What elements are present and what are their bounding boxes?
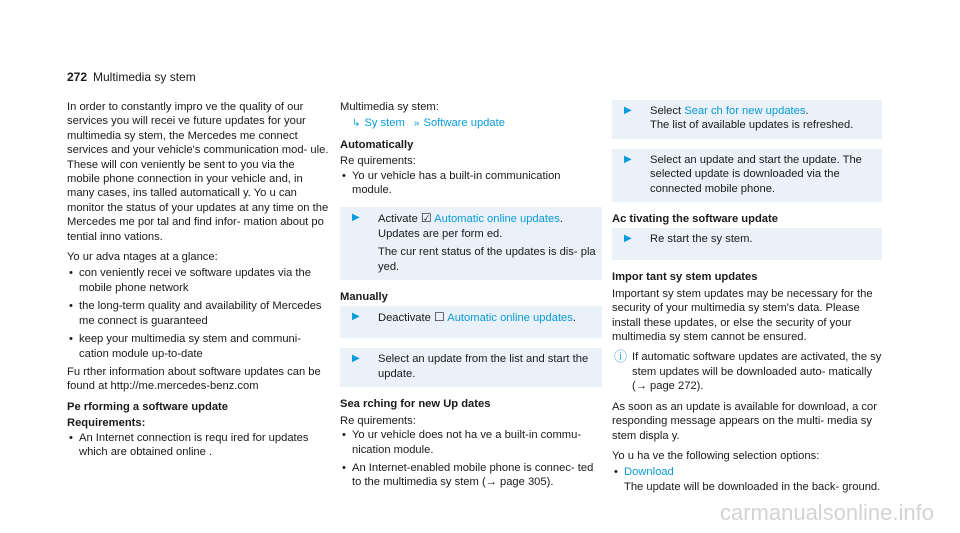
search-heading: Sea rching for new Up dates bbox=[340, 398, 491, 411]
option-description: The update will be downloaded in the back‐ ground. bbox=[624, 480, 881, 493]
step-restart bbox=[612, 228, 882, 260]
step-start-update bbox=[612, 149, 882, 202]
step-search-label: Select bbox=[650, 105, 682, 117]
advantages-lead: Yo ur adva ntages at a glance: bbox=[67, 251, 218, 264]
requirements-heading: Requirements: bbox=[67, 417, 146, 430]
step-restart-text: Re start the sy stem. bbox=[650, 233, 753, 246]
info-icon: ⓘ bbox=[614, 349, 628, 365]
path-lead: Multimedia sy stem: bbox=[340, 101, 439, 113]
advantage-item: • keep your multimedia sy stem and communi‐ cation module up-to-date bbox=[67, 332, 329, 361]
important-heading: Impor tant sy stem updates bbox=[612, 271, 758, 284]
path-system-link[interactable]: Sy stem bbox=[364, 117, 405, 130]
intro-text: In order to constantly impro ve the quality of our services you will recei ve future updates for your multimedia sy stem, the Mercedes me connect services and your vehicle's communication mod‐ ule. These will con veniently be sent to you via the mobile phone connection in your vehicle and, in many cases, ins talled automaticall y. Yo u can monitor the status of your updates at any time on the Mercedes me por tal and find infor‐ mation about po tential inno vations. bbox=[67, 101, 329, 243]
step-deactivate-label: Deactivate bbox=[378, 312, 431, 325]
auto-heading: Automatically bbox=[340, 138, 414, 151]
download-text: As soon as an update is available for download, a cor responding message appears on the multi‐ media sy stem displa y. bbox=[612, 400, 877, 442]
column-left bbox=[67, 100, 329, 463]
step-activate: ▶ Activate ☑ Automatic online updates. Updates are per form ed. The cur rent status of the updates is dis‐ pla yed. bbox=[340, 207, 602, 280]
column-middle bbox=[340, 100, 602, 494]
step-select-update bbox=[340, 348, 602, 387]
download-option-link[interactable]: Download bbox=[624, 466, 674, 479]
menu-path bbox=[340, 116, 602, 131]
submenu-arrow-icon: ↳ bbox=[352, 118, 361, 130]
manual-heading: Manually bbox=[340, 291, 388, 304]
important-text: Important sy stem updates may be necessary for the security of your multimedia sy stem's data. Please install these updates, or else the security of your multimedia sy stem cannot be ensured. bbox=[612, 287, 873, 344]
section-heading: Pe rforming a software update bbox=[67, 400, 229, 413]
step-start-text: Select an update and start the update. The selected update is downloaded via the connected mobile phone. bbox=[650, 153, 862, 195]
advantage-item: • the long-term quality and availability of Mercedes me connect is guaranteed bbox=[67, 299, 329, 328]
search-requirements-label: Re quirements: bbox=[340, 414, 416, 427]
advantage-item: • con veniently recei ve software updates via the mobile phone network bbox=[67, 266, 329, 295]
step-arrow-icon: ▶ bbox=[352, 212, 360, 224]
path-software-update-link[interactable]: Software update bbox=[423, 117, 505, 130]
page-number: 272 bbox=[67, 70, 88, 84]
step-select-text: Select an update from the list and start the update. bbox=[378, 353, 589, 380]
step-activate-status: The cur rent status of the updates is dis‐ pla yed. bbox=[378, 246, 596, 273]
info-note-text: If automatic software updates are activated, the sy stem updates will be downloaded auto‐ matically (→ page 272). bbox=[632, 351, 882, 393]
requirement-item: • Yo ur vehicle has a built-in communication module. bbox=[340, 169, 602, 198]
step-activate-label: Activate bbox=[378, 213, 418, 226]
step-arrow-icon: ▶ bbox=[624, 105, 632, 116]
automatic-updates-link[interactable]: Automatic online updates bbox=[434, 213, 560, 226]
step-arrow-icon: ▶ bbox=[352, 311, 360, 323]
automatic-updates-link[interactable]: Automatic online updates bbox=[447, 312, 573, 325]
step-arrow-icon: ▶ bbox=[624, 153, 632, 165]
checkbox-empty-icon: ☐ bbox=[433, 310, 445, 325]
requirement-item: • An Internet connection is requ ired for updates which are obtained online . bbox=[67, 431, 329, 460]
further-info: Fu rther information about software updates can be found at http://me.mercedes-benz.com bbox=[67, 365, 321, 393]
activating-heading: Ac tivating the software update bbox=[612, 213, 778, 226]
step-activate-result: Updates are per form ed. bbox=[378, 227, 503, 240]
step-deactivate: ▶ Deactivate ☐ Automatic online updates. bbox=[340, 306, 602, 338]
step-arrow-icon: ▶ bbox=[624, 233, 632, 245]
column-right bbox=[612, 100, 882, 498]
watermark: carmanualsonline.info bbox=[719, 500, 934, 525]
search-updates-link[interactable]: Sear ch for new updates bbox=[684, 105, 806, 117]
option-item bbox=[612, 465, 882, 479]
info-note bbox=[612, 350, 882, 393]
step-search: ▶ Select Sear ch for new updates. The list of available updates is refreshed. bbox=[612, 100, 882, 139]
checkbox-checked-icon: ☑ bbox=[420, 211, 432, 226]
requirement-item: • Yo ur vehicle does not ha ve a built-in commu‐ nication module. bbox=[340, 428, 602, 457]
page-title: Multimedia sy stem bbox=[93, 70, 196, 84]
auto-requirements-label: Re quirements: bbox=[340, 155, 416, 168]
step-search-result: The list of available updates is refreshed. bbox=[650, 119, 854, 132]
requirement-item: • An Internet-enabled mobile phone is connec‐ ted to the multimedia sy stem (→ page 305). bbox=[340, 461, 602, 490]
options-lead: Yo u ha ve the following selection options: bbox=[612, 449, 820, 462]
double-chevron-icon: » bbox=[413, 118, 420, 130]
step-arrow-icon: ▶ bbox=[352, 353, 360, 365]
